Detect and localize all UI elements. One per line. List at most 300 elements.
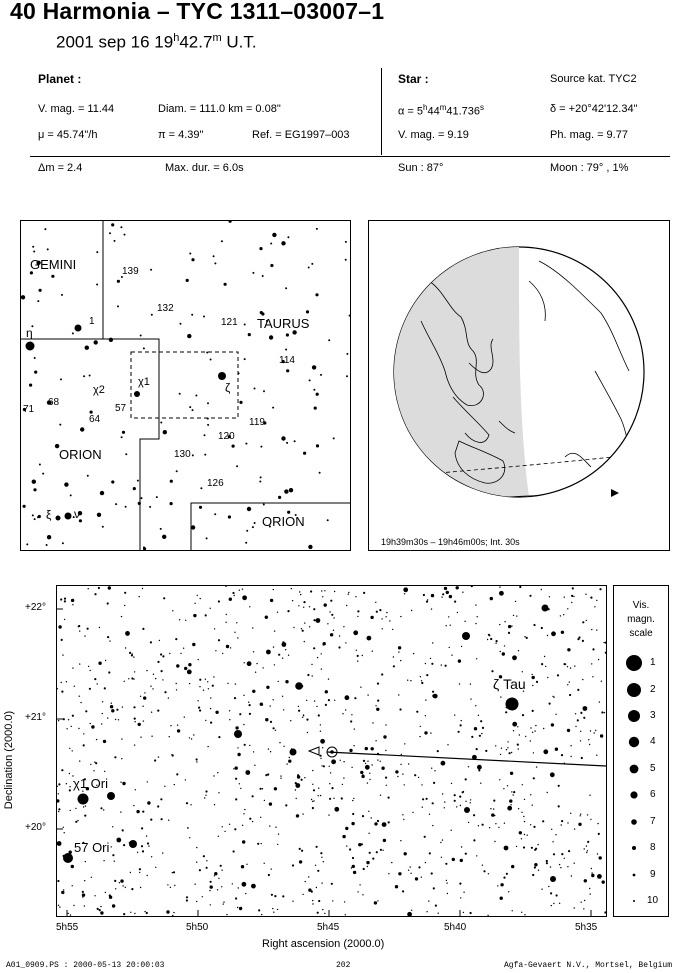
star-dot <box>427 599 428 600</box>
star-dot <box>69 786 70 787</box>
star-dot <box>296 798 297 799</box>
star-dot <box>547 792 548 793</box>
star-dot <box>400 660 401 661</box>
star-dot <box>303 714 304 715</box>
star-dot <box>249 704 251 706</box>
star-dot <box>199 506 202 509</box>
star-dot <box>140 737 141 738</box>
star-dot <box>357 891 358 892</box>
star-dot <box>288 760 291 763</box>
star-dot <box>519 831 522 834</box>
star-dot <box>320 724 321 725</box>
star-dot <box>570 667 571 668</box>
star-dot <box>440 842 441 843</box>
star-label: 71 <box>23 404 35 415</box>
star-dot <box>115 503 117 505</box>
star-dot <box>141 497 143 499</box>
star-dot <box>586 845 587 846</box>
star-dot <box>277 612 278 613</box>
star-dot <box>478 825 479 826</box>
scale-dot <box>632 846 636 850</box>
star-dot <box>549 596 550 597</box>
star-dot <box>329 783 330 784</box>
star-dot <box>308 545 312 549</box>
star-dot <box>367 782 368 783</box>
star-dot <box>586 852 587 853</box>
star-dot <box>109 640 110 641</box>
star-dot <box>122 829 124 831</box>
star-dot <box>415 877 418 880</box>
star-dot <box>316 444 319 447</box>
planet-vmag: V. mag. = 11.44 <box>38 103 115 115</box>
star-dot <box>142 850 144 852</box>
star-dot <box>458 659 461 662</box>
star-dot <box>295 789 296 790</box>
star-dot <box>507 785 508 786</box>
globe-caption: 19h39m30s – 19h46m00s; Int. 30s <box>381 537 520 547</box>
star-dot <box>299 591 300 592</box>
star-dot <box>421 680 422 681</box>
star-dot <box>63 889 64 890</box>
star-dot <box>476 748 478 750</box>
scale-value: 7 <box>650 816 656 827</box>
star-dot <box>96 251 98 253</box>
star-dot <box>355 596 356 597</box>
star-dot <box>449 595 452 598</box>
star-dot <box>476 855 477 856</box>
star-dot <box>70 494 72 496</box>
star-dot <box>146 912 148 914</box>
star-dot <box>133 656 134 657</box>
star-dot <box>269 825 270 826</box>
star-dot <box>574 665 575 666</box>
star-dot <box>553 903 554 904</box>
star-dot <box>234 632 235 633</box>
star-dot <box>461 646 462 647</box>
star-dot <box>298 706 299 707</box>
star-dot <box>283 709 284 710</box>
star-dot <box>147 842 149 844</box>
star-dot <box>83 806 84 807</box>
star-dot <box>46 544 48 546</box>
star-dot <box>532 874 534 876</box>
star-dot <box>447 893 448 894</box>
star-dot <box>547 677 548 678</box>
star-dot <box>451 655 452 656</box>
star-dot <box>308 267 310 269</box>
star-dot <box>318 900 320 902</box>
star-dot <box>174 885 175 886</box>
bright-star <box>550 876 556 882</box>
star-dot <box>402 814 403 815</box>
star-dot <box>511 625 512 626</box>
star-dot <box>527 835 528 836</box>
star-dot <box>590 893 591 894</box>
star-dot <box>510 804 511 805</box>
star-dot <box>229 719 230 720</box>
star-dot <box>575 726 576 727</box>
star-dot <box>591 629 592 630</box>
star-dot <box>506 749 507 750</box>
star-dot <box>215 650 216 651</box>
star-dot <box>245 542 247 544</box>
star-dot <box>197 700 198 701</box>
star-dot <box>596 600 597 601</box>
star-dot <box>280 775 281 776</box>
star-dot <box>225 586 226 587</box>
star-dot <box>454 601 456 603</box>
star-dot <box>218 600 220 602</box>
star-dot <box>223 903 224 904</box>
star-dot <box>170 480 173 483</box>
star-label: 114 <box>279 355 295 366</box>
star-dot <box>274 787 277 790</box>
star-dot <box>381 673 383 675</box>
star-dot <box>240 788 241 789</box>
star-dot <box>446 625 447 626</box>
star-dot <box>524 914 525 915</box>
constellation-orion-2: ORION <box>262 514 305 529</box>
star-dot <box>94 761 95 762</box>
star-dot <box>290 720 291 721</box>
star-dot <box>70 810 71 811</box>
star-dot <box>532 732 533 733</box>
star-dot <box>512 722 517 727</box>
star-dot <box>538 870 539 871</box>
star-dot <box>599 588 601 590</box>
star-dot <box>582 640 584 642</box>
star-dot <box>180 653 181 654</box>
star-dot <box>251 884 256 889</box>
star-dot <box>71 726 72 727</box>
star-dot <box>498 827 499 828</box>
star-dot <box>263 390 265 392</box>
star-dot <box>448 616 449 617</box>
star-dot <box>482 727 484 729</box>
star-dot <box>465 853 467 855</box>
star-dot <box>377 820 379 822</box>
star-dot <box>581 902 582 903</box>
star-dot <box>437 750 439 752</box>
star-dot <box>461 720 462 721</box>
star-dot <box>249 818 251 820</box>
star-dot <box>239 401 242 404</box>
star-dot <box>388 873 389 874</box>
star-dot <box>62 654 63 655</box>
star-dot <box>142 811 144 813</box>
star-dot <box>322 596 323 597</box>
star-dot <box>151 736 152 737</box>
star-dot <box>272 908 273 909</box>
star-dot <box>160 653 162 655</box>
star-dot <box>521 838 522 839</box>
star-dot <box>504 823 505 824</box>
dec-tick: +21° <box>25 712 46 723</box>
star-dot <box>345 709 346 710</box>
star-dot <box>210 881 212 883</box>
star-dot <box>298 710 300 712</box>
star-dot <box>343 626 344 627</box>
star-dot <box>229 824 230 825</box>
star-dot <box>274 895 276 897</box>
star-dot <box>330 772 331 773</box>
star-dot <box>476 658 477 659</box>
star-dot <box>316 618 321 623</box>
star-dot <box>551 631 556 636</box>
star-dot <box>400 616 401 617</box>
star-dot <box>511 865 514 868</box>
star-dot <box>416 711 418 713</box>
star-dot <box>125 631 130 636</box>
star-dot <box>345 241 347 243</box>
star-dot <box>114 756 116 758</box>
star-dot <box>97 513 101 517</box>
star-dot <box>99 909 101 911</box>
star-dot <box>188 663 191 666</box>
star-dot <box>400 840 401 841</box>
star-dot <box>57 841 62 846</box>
star-dot <box>189 837 190 838</box>
star-dot <box>288 655 289 656</box>
star-dot <box>134 671 135 672</box>
star-dec: δ = +20°42'12.34" <box>550 103 638 115</box>
star-dot <box>404 743 405 744</box>
star-dot <box>350 720 352 722</box>
star-dot <box>380 795 381 796</box>
star-dot <box>377 683 379 685</box>
star-dot <box>260 446 262 448</box>
star-dot <box>64 619 65 620</box>
star-dot <box>541 589 542 590</box>
star-dot <box>311 263 313 265</box>
star-dot <box>377 700 379 702</box>
star-dot <box>207 424 209 426</box>
star-dot <box>512 910 513 911</box>
star-dot <box>419 736 420 737</box>
star-heading: Star : <box>398 72 429 86</box>
star-dot <box>155 867 156 868</box>
star-dot <box>343 761 344 762</box>
star-dot <box>496 640 498 642</box>
star-dot <box>71 865 74 868</box>
star-dot <box>565 664 566 665</box>
star-dot <box>131 654 133 656</box>
star-dot <box>454 794 456 796</box>
star-dot <box>134 744 135 745</box>
star-dot <box>399 708 401 710</box>
star-dot <box>468 766 469 767</box>
star-dot <box>598 833 600 835</box>
star-dot <box>403 587 408 592</box>
ra-tick: 5h45 <box>317 922 340 933</box>
star-dot <box>569 694 571 696</box>
constellation-taurus: TAURUS <box>257 316 310 331</box>
star-dot <box>342 713 343 714</box>
star-dot <box>332 900 333 901</box>
star-dot <box>435 905 437 907</box>
star-dot <box>191 258 194 261</box>
star-dot <box>372 722 373 723</box>
star-dot <box>564 858 565 859</box>
star-dot <box>72 667 73 668</box>
star-dot <box>473 839 475 841</box>
star-dot <box>331 883 333 885</box>
star-dot <box>385 616 386 617</box>
star-dot <box>120 811 121 812</box>
star-dot <box>578 823 581 826</box>
star-dot <box>567 729 570 732</box>
star-dot <box>398 872 401 875</box>
star-dot <box>242 595 247 600</box>
star-dot <box>124 681 125 682</box>
star-dot <box>287 236 289 238</box>
star-dot <box>313 647 315 649</box>
star-dot <box>395 885 398 888</box>
star-dot <box>418 777 419 778</box>
star-chart-svg <box>57 586 606 916</box>
star-dot <box>285 287 287 289</box>
star-dot <box>530 740 531 741</box>
star-dot <box>346 375 348 377</box>
star-dot <box>477 765 482 770</box>
star-dot <box>392 629 393 630</box>
star-dot <box>445 863 447 865</box>
star-label: 120 <box>218 431 235 442</box>
star-dot <box>196 761 197 762</box>
star-dot <box>72 885 73 886</box>
star-dot <box>556 894 558 896</box>
star-dot <box>522 784 523 785</box>
star-dot <box>266 686 269 689</box>
star-dot <box>383 735 386 738</box>
star-dot <box>500 651 501 652</box>
star-dot <box>160 422 162 424</box>
star-dot <box>480 720 482 722</box>
star-dot <box>488 873 489 874</box>
star-dot <box>79 696 80 697</box>
star-dot <box>235 897 237 899</box>
star-dot <box>307 674 309 676</box>
star-dot <box>430 732 431 733</box>
star-label: 121 <box>221 317 238 328</box>
star-dot <box>489 827 490 828</box>
star-dot <box>342 784 343 785</box>
star-dot <box>529 595 531 597</box>
star-dot <box>278 681 279 682</box>
star-dot <box>463 912 464 913</box>
star-dot <box>588 739 589 740</box>
star-dot <box>532 805 533 806</box>
star-dot <box>141 845 143 847</box>
star-dot <box>265 718 268 721</box>
star-dot <box>252 795 254 797</box>
star-dot <box>152 688 153 689</box>
star-dot <box>235 766 238 769</box>
star-dot <box>398 651 399 652</box>
star-dot <box>239 590 240 591</box>
star-dot <box>61 769 63 771</box>
star-dot <box>282 895 284 897</box>
star-dot <box>179 393 181 395</box>
star-dot <box>85 346 89 350</box>
star-dot <box>297 774 299 776</box>
star-dot <box>207 681 208 682</box>
star-dot <box>90 670 91 671</box>
star-dot <box>601 681 602 682</box>
star-dot <box>238 887 239 888</box>
star-dot <box>157 661 159 663</box>
star-dot <box>217 772 218 773</box>
star-dot <box>280 778 281 779</box>
bright-star <box>134 391 140 397</box>
star-dot <box>271 868 272 869</box>
star-dot <box>361 775 364 778</box>
star-dot <box>303 601 305 603</box>
star-dot <box>423 594 425 596</box>
star-dot <box>186 279 189 282</box>
star-dot <box>218 792 219 793</box>
bright-star <box>26 342 35 351</box>
star-dot <box>300 594 301 595</box>
star-dot <box>571 875 572 876</box>
star-dot <box>162 655 164 657</box>
sun-elongation: Sun : 87° <box>398 162 444 174</box>
star-dot <box>395 770 398 773</box>
star-dot <box>567 866 568 867</box>
star-dot <box>509 752 511 754</box>
star-dot <box>77 820 78 821</box>
star-dot <box>107 602 109 604</box>
star-dot <box>34 371 37 374</box>
star-dot <box>345 914 346 915</box>
star-dot <box>253 651 254 652</box>
star-dot <box>260 703 263 706</box>
scale-dot <box>630 765 639 774</box>
star-dot <box>513 794 514 795</box>
star-dot <box>218 878 219 879</box>
star-dot <box>23 505 26 508</box>
star-dot <box>174 784 175 785</box>
bright-star <box>75 325 82 332</box>
star-dot <box>277 909 278 910</box>
star-dot <box>375 705 376 706</box>
star-dot <box>133 706 135 708</box>
star-dot <box>594 732 595 733</box>
star-dot <box>245 893 246 894</box>
star-dot <box>230 647 231 648</box>
star-dot <box>263 504 265 506</box>
star-dot <box>478 769 480 771</box>
star-dot <box>530 794 531 795</box>
star-dot <box>150 641 152 643</box>
star-dot <box>388 797 390 799</box>
star-dot <box>316 228 318 230</box>
star-dot <box>331 614 333 616</box>
star-dot <box>214 875 215 876</box>
star-dot <box>561 754 563 756</box>
star-dot <box>309 606 310 607</box>
star-dot <box>481 733 482 734</box>
star-dot <box>604 712 605 713</box>
star-dot <box>570 813 571 814</box>
star-dot <box>26 543 28 545</box>
star-dot <box>386 785 387 786</box>
star-dot <box>494 841 495 842</box>
star-dot <box>200 487 202 489</box>
x-axis-label: Right ascension (2000.0) <box>262 938 385 950</box>
star-dot <box>89 688 91 690</box>
star-dot <box>286 442 288 444</box>
